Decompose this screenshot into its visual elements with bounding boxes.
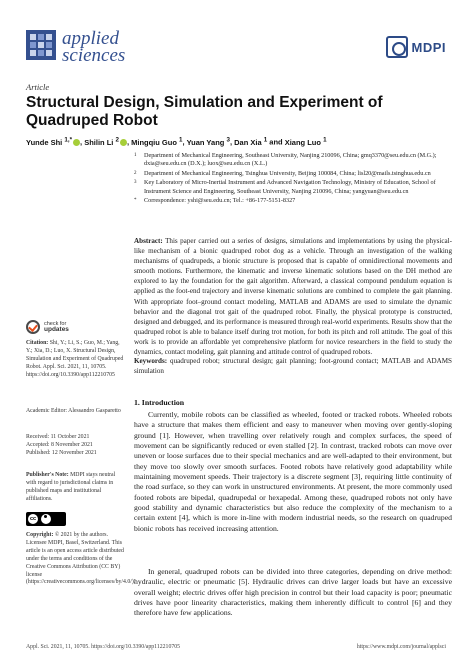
copyright-block: Copyright: © 2021 by the authors. Licensee MDPI, Basel, Switzerland. This article is an open access article distributed under the terms and conditions of the Creative Commons Attribution (CC BY) license (https://creativecommons.org/licenses/by/4.0/). [26, 532, 136, 586]
publisher-name: MDPI [411, 39, 446, 55]
author[interactable]: Mingqiu Guo $^1$ [131, 136, 183, 147]
footer-citation[interactable]: Appl. Sci. 2021, 11, 10705. https://doi.org/10.3390/app112210705 [26, 644, 181, 650]
orcid-icon[interactable] [73, 139, 80, 146]
keywords [134, 356, 452, 376]
journal-logo [26, 30, 125, 64]
author[interactable]: Yuan Yang $^3$ [186, 136, 230, 147]
article-type: Article [26, 82, 50, 92]
author[interactable]: Dan Xia $^1$ [234, 136, 268, 147]
journal-logo-icon [26, 30, 56, 60]
dates-block: Received: 11 October 2021 Accepted: 8 November 2021 Published: 12 November 2021 [26, 434, 97, 456]
check-updates-icon [26, 320, 40, 334]
footer-journal-url[interactable]: https://www.mdpi.com/journal/applsci [356, 644, 446, 650]
by-icon [41, 514, 51, 524]
author[interactable]: Xiang Luo $^1$ [284, 136, 327, 147]
affiliation-item: 1 Department of Mechanical Engineering, Southeast University, Nanjing 210096, China; gmq3370@seu.edu.cn (M.G.); dxia@seu.edu.cn (D.X.); luox@seu.edu.cn (X.L.) [134, 152, 437, 168]
affiliation-item: 2 Department of Mechanical Engineering, Tsinghua University, Beijing 100084, China; lisl20@mails.tsinghua.edu.cn [134, 169, 431, 177]
affiliation-item: 3 Key Laboratory of Micro-Inertial Instrument and Advanced Navigation Technology, Ministry of Education, School of Instrument Science and Engineering, Southeast University, Nanjing 210096, China; yangyuan@seu.edu.cn [134, 179, 436, 195]
keywords-text: quadruped robot; structural design; gait planning; foot-ground contact; MATLAB and ADAMS simulation [134, 357, 452, 376]
page-footer [26, 644, 446, 650]
cc-icon: cc [29, 516, 37, 522]
publisher-note: Publisher's Note: MDPI stays neutral with regard to jurisdictional claims in published maps and institutional affiliations. [26, 472, 116, 502]
cc-by-license-badge[interactable] [26, 512, 66, 526]
abstract-label: Abstract: [134, 237, 163, 245]
mdpi-icon [386, 36, 408, 58]
keywords-label: Keywords: [134, 357, 168, 365]
abstract [134, 236, 452, 357]
author-list: Yunde Shi $^{1,*}$ , Shilin Li $^2$ , Mingqiu Guo $^1$, Yuan Yang $^3$, Dan Xia $^1$ and Xiang Luo $^1$ [26, 136, 327, 147]
correspondence: * Correspondence: yshi@seu.edu.cn; Tel.: +86-177-5151-8327 [134, 197, 296, 205]
intro-paragraph-1: Currently, mobile robots can be classified as wheeled, footed or tracked robots. Wheeled robots have a structure that makes them efficient and easy to maneuver when moving over gently-sloping ground [1]. However, when travelling over relatively rough and complex surfaces, the speed of movement can be significantly reduced or even stalled [2]. In contrast, tracked robots can move over uneven or loose surfaces due to their special mechanics and are well-adapted to their environment, but they move too slowly over smooth surfaces. Footed robots have relatively good adaptability while maintaining movement speeds. Their trajectory is a discrete segment [3], requiring little continuity of the road surface, so they can work in unstructured environments. At present, the more commonly used footed robots are bipedal, quadrupedal or hexapedal. Among these, quadruped robots not only have good stability and dynamic characteristics but also reduce the complexity of the mechanism to a certain extent [4], which is more in-line with modern industrial needs, so the research on quadruped bionic robots has received increasing attention. [134, 410, 452, 533]
publisher-logo [386, 36, 447, 58]
orcid-icon[interactable] [120, 139, 127, 146]
author[interactable]: Shilin Li $^2$ [84, 138, 127, 147]
journal-name: applied sciences [62, 28, 126, 66]
author[interactable]: Yunde Shi $^{1,*}$ [26, 138, 80, 147]
paper-title: Structural Design, Simulation and Experiment of Quadruped Robot [26, 94, 383, 129]
citation-block: Citation: Shi, Y.; Li, S.; Guo, M.; Yang, Y.; Xia, D.; Luo, X. Structural Design, Simulation and Experiment of Quadruped Robot. Appl. Sci. 2021, 11, 10705. https://doi.org/10.3390/app112210705 [26, 340, 124, 378]
academic-editor: Academic Editor: Alessandro Gasparetto [26, 408, 121, 414]
check-for-updates-button[interactable]: check for updates [26, 320, 69, 334]
intro-paragraph-2: In general, quadruped robots can be divided into three categories, depending on drive method: hydraulic, electric or pneumatic [5]. Hydraulic drives can drive larger loads but have an excessive overall weight; electric drives offer high precision in control but their load capacity is poor; pneumatic drives have poor linearity characteristics, making them inherently difficult to control [6] and they therefore have few applications. [134, 567, 452, 618]
affiliations [134, 152, 454, 206]
abstract-text: This paper carried out a series of designs, simulations and implementations by using the physical-like mechanism of a bionic quadruped robot dog as a vehicle. Through an investigation of the walking mechanisms of quadrupeds, a bionic structure is proposed that is capable of omnidirectional movements and smooth motions. Furthermore, the kinematic and inverse kinematic solutions based on the DH method are explored to lay the foundation for the gait algorithm. Afterward, a classical compound pendulum equation is applied as the foot-end trajectory and inverse kinematic solutions are combined to complete the gait planning. With appropriate foot–ground contact modeling, MATLAB and ADAMS are used to simulate the dynamic behavior and the diagonal trot gait of the quadruped robot. Finally, the physical prototype is constructed, designed and debugged, and its performance is measured through real-world experiments. Results show that the quadruped robot is able to balance itself during trot motion, for both its pitch and roll attitude. The goal of this work is to provide an affordable yet comprehensive platform for novice researchers in the field to study the dynamics, contact modeling, gait planning and attitude control of quadruped robots. [134, 237, 452, 357]
section-heading-introduction: 1. Introduction [134, 398, 185, 407]
